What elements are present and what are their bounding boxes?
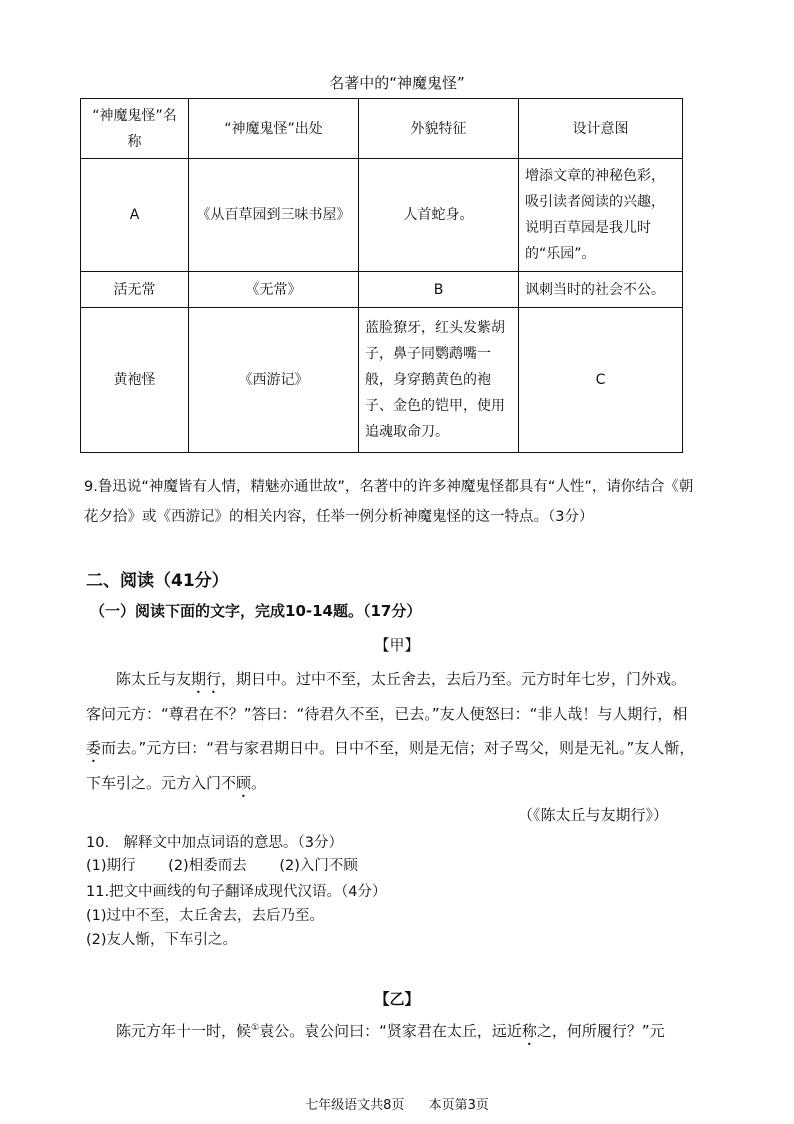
cell-source: 《西游记》 bbox=[189, 308, 359, 453]
header-source: “神魔鬼怪”出处 bbox=[189, 99, 359, 159]
cell-source: 《从百草园到三味书屋》 bbox=[189, 159, 359, 272]
question-10-item: (2)相委而去 bbox=[168, 858, 247, 874]
cell-intent: 增添文章的神秘色彩，吸引读者阅读的兴趣，说明百草园是我儿时的“乐园”。 bbox=[519, 159, 683, 272]
section-heading: 二、阅读（41分） bbox=[86, 571, 229, 591]
passage-source: （《陈太丘与友期行》） bbox=[517, 806, 668, 824]
book-monsters-table bbox=[80, 98, 683, 453]
table-row bbox=[81, 308, 683, 453]
passage-yi-label: 【乙】 bbox=[374, 990, 420, 1008]
dotted-word: 期行 bbox=[191, 670, 222, 688]
table-header-row bbox=[81, 99, 683, 159]
question-11-item: (2)友人惭，下车引之。 bbox=[86, 932, 238, 948]
table-title: 名著中的“神魔鬼怪” bbox=[329, 74, 465, 92]
header-name: “神魔鬼怪”名称 bbox=[81, 99, 189, 159]
table-row bbox=[81, 272, 683, 308]
passage-jia-label: 【甲】 bbox=[374, 636, 420, 654]
passage-yi-text: 袁公。袁公问曰：“贤家君在太丘，远近 bbox=[259, 1022, 522, 1040]
cell-appearance: 人首蛇身。 bbox=[359, 159, 519, 272]
cell-intent: C bbox=[519, 308, 683, 453]
table-row bbox=[81, 159, 683, 272]
passage-jia-text: 。 bbox=[251, 774, 267, 792]
question-10-item: (2)入门不顾 bbox=[279, 858, 358, 874]
passage-jia-text: ，期日中。过中不至，太丘舍去，去后乃至。元方时年七岁，门外戏。客问元方：“尊君在不？”答曰：“待君久不至，已去。”友人便怒曰：“非人哉！与人期行，相 bbox=[86, 670, 688, 723]
cell-name: 活无常 bbox=[81, 272, 189, 308]
passage-yi-text: 之，何所履行？”元 bbox=[536, 1022, 665, 1040]
footer-total-pages: 七年级语文共8页 bbox=[305, 1098, 405, 1113]
footer-current-page: 本页第3页 bbox=[428, 1098, 489, 1113]
cell-name: 黄袍怪 bbox=[81, 308, 189, 453]
header-intent: 设计意图 bbox=[519, 99, 683, 159]
question-10: 10. 解释文中加点词语的意思。（3分） bbox=[86, 835, 344, 851]
dotted-word: 称 bbox=[521, 1022, 537, 1040]
passage-jia-text: 陈太丘与友 bbox=[116, 670, 192, 688]
question-9: 9.鲁迅说“神魔皆有人情，精魅亦通世故”，名著中的许多神魔鬼怪都具有“人性”，请你结合《朝花夕拾》或《西游记》的相关内容，任举一例分析神魔鬼怪的这一特点。（3分） bbox=[84, 479, 694, 525]
dotted-word: 顾 bbox=[236, 774, 252, 792]
cell-appearance: 蓝脸獠牙，红头发紫胡子，鼻子同鹦鹉嘴一般，身穿鹅黄色的袍子、金色的铠甲，使用追魂取命刀。 bbox=[359, 308, 519, 453]
question-10-item: (1)期行 bbox=[86, 858, 136, 874]
question-11-item: (1)过中不至，太丘舍去，去后乃至。 bbox=[86, 908, 325, 924]
passage-jia-text: 而去。”元方曰：“君与家君期日中。日中不至，则是无信；对子骂父，则是无礼。”友人惭，下车引之。元方入门不 bbox=[86, 739, 695, 792]
question-10-items bbox=[86, 854, 386, 875]
cell-intent: 讽刺当时的社会不公。 bbox=[519, 272, 683, 308]
cell-source: 《无常》 bbox=[189, 272, 359, 308]
cell-appearance: B bbox=[359, 272, 519, 308]
question-11: 11.把文中画线的句子翻译成现代汉语。（4分） bbox=[86, 884, 387, 900]
footnote-marker: ① bbox=[251, 1023, 260, 1033]
dotted-word: 委 bbox=[86, 739, 102, 757]
page-footer bbox=[0, 1094, 794, 1113]
cell-name: A bbox=[81, 159, 189, 272]
header-appearance: 外貌特征 bbox=[359, 99, 519, 159]
passage-jia bbox=[86, 662, 700, 801]
passage-yi bbox=[86, 1016, 706, 1049]
subsection-heading: （一）阅读下面的文字，完成10-14题。（17分） bbox=[90, 602, 422, 620]
passage-yi-text: 陈元方年十一时，候 bbox=[116, 1022, 252, 1040]
